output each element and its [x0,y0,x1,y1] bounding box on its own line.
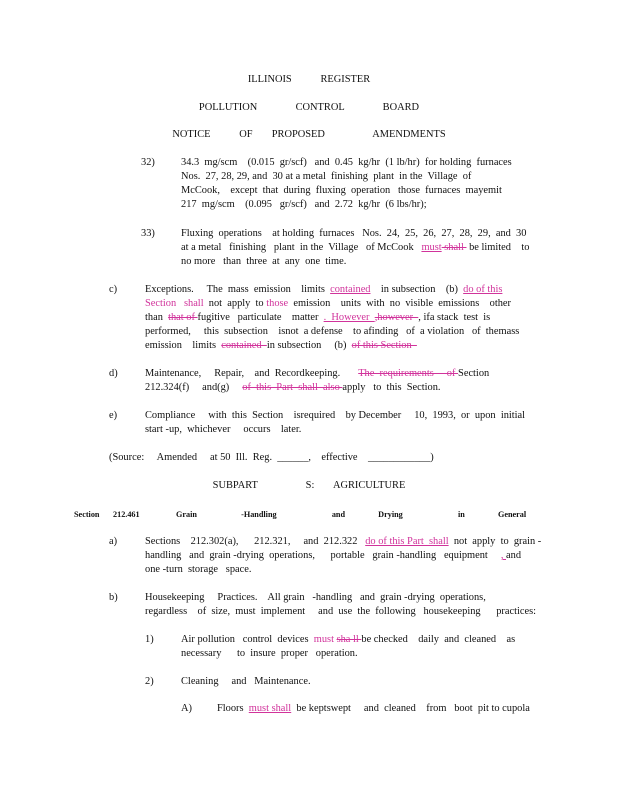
inserted-text: . However [323,312,375,323]
item-d-number: d) [109,368,118,379]
deleted-text: shall [441,242,467,253]
item-c-line: than that of fugitive particulate matter . However ,however , ifa stack test is [145,312,491,323]
inserted-text: Section shall [145,298,204,309]
item-c-line: performed, this subsection isnot a defense to afinding of a violation of themass [145,326,520,337]
source-note: (Source: Amended at 50 Ill. Reg. ______, effective ____________) [109,452,434,463]
item-b-line: regardless of size, must implement and use the following housekeeping practices: [145,606,536,617]
item-c-line: emission limits contained in subsection (b) of this Section [145,340,417,351]
header-register: ILLINOIS REGISTER [247,74,371,85]
item-b-line: Housekeeping Practices. All grain -handling and grain -drying operations, [145,592,486,603]
inserted-text: those [266,298,289,309]
deleted-text: of this Part shall also [242,382,343,393]
item-bA-line: Floors must shall be keptswept and cleaned from boot pit to cupola [217,703,530,714]
inserted-text: must shall [248,703,292,714]
inserted-text: , [500,550,507,561]
deleted-text: of this Section [351,340,417,351]
item-a-line: Sections 212.302(a), 212.321, and 212.322 do of this Part shall not apply to grain - [145,536,542,547]
section-title: Grain -Handling and Drying in General [176,510,527,519]
item-32-number: 32) [141,157,155,168]
deleted-text: ,however [374,312,419,323]
deleted-text: sha ll [336,634,362,645]
item-d-line: 212.324(f) and(g) of this Part shall also apply to this Section. [145,382,441,393]
item-bA-number: A) [181,703,192,714]
deleted-text: that of [168,312,198,323]
inserted-text: must [421,242,442,253]
item-a-number: a) [109,536,118,547]
item-c-number: c) [109,284,118,295]
item-33-line: no more than three at any one time. [181,256,347,267]
section-number: 212.461 [113,510,140,519]
item-e-line: Compliance with this Section isrequired by December 10, 1993, or upon initial [145,410,526,421]
item-33-number: 33) [141,228,155,239]
item-b1-line: Air pollution control devices must sha ll be checked daily and cleaned as [181,634,516,645]
inserted-text: do of this [463,284,503,295]
item-e-line: start -up, whichever occurs later. [145,424,302,435]
item-32-line: 34.3 mg/scm (0.015 gr/scf) and 0.45 kg/hr (1 lb/hr) for holding furnaces [181,157,512,168]
item-b2-line: Cleaning and Maintenance. [181,676,311,687]
inserted-text: contained [330,284,371,295]
header-notice: NOTICE OF PROPOSED AMENDMENTS [172,129,446,140]
item-b-number: b) [109,592,118,603]
item-d-line: Maintenance, Repair, and Recordkeeping. The requirements of Section [145,368,490,379]
item-33-line: at a metal finishing plant in the Village of McCook must shall be limited to [181,242,530,253]
header-board: POLLUTION CONTROL BOARD [198,102,420,113]
section-label: Section [74,510,100,519]
item-32-line: 217 mg/scm (0.095 gr/scf) and 2.72 kg/hr (6 lbs/hr); [181,199,427,210]
item-b1-line: necessary to insure proper operation. [181,648,358,659]
item-b2-number: 2) [145,676,154,687]
inserted-text: do of this Part shall [365,536,449,547]
item-a-line: handling and grain -drying operations, portable grain -handling equipment , and [145,550,522,561]
subpart-heading: SUBPART S: AGRICULTURE [212,480,406,491]
item-32-line: McCook, except that during fluxing operation those furnaces mayemit [181,185,502,196]
deleted-text: The requirements of [358,368,459,379]
item-c-line: Exceptions. The mass emission limits contained in subsection (b) do of this [145,284,503,295]
item-32-line: Nos. 27, 28, 29, and 30 at a metal finishing plant in the Village of [181,171,472,182]
item-33-line: Fluxing operations at holding furnaces Nos. 24, 25, 26, 27, 28, 29, and 30 [181,228,527,239]
item-b1-number: 1) [145,634,154,645]
item-a-line: one -turn storage space. [145,564,252,575]
item-c-line: Section shall not apply to those emission units with no visible emissions other [145,298,511,309]
deleted-text: contained [221,340,267,351]
inserted-text: must [313,634,337,645]
item-e-number: e) [109,410,118,421]
